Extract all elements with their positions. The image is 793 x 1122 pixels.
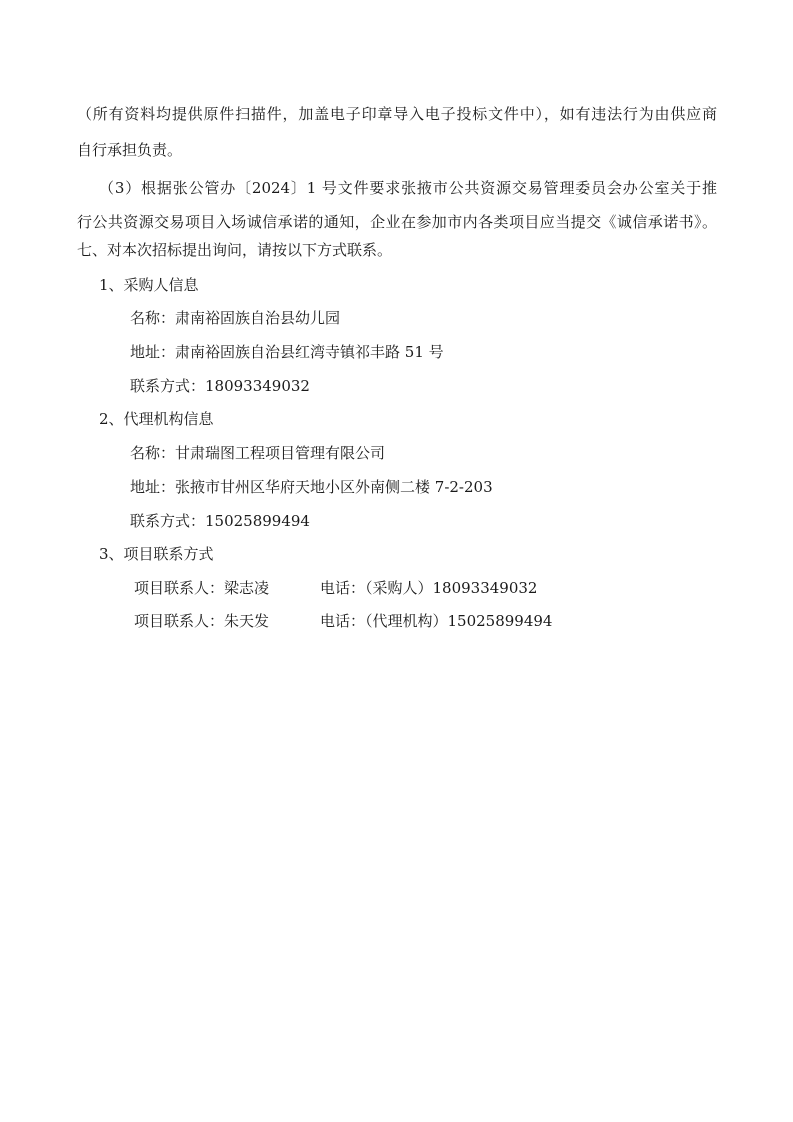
paragraph-line: 行公共资源交易项目入场诚信承诺的通知，企业在参加市内各类项目应当提交《诚信承诺书》。 [77, 213, 717, 231]
agency-heading: 2、代理机构信息 [99, 410, 214, 428]
agency-name: 名称：甘肃瑞图工程项目管理有限公司 [130, 444, 386, 462]
purchaser-contact: 联系方式：18093349032 [130, 377, 310, 395]
section-heading: 七、对本次招标提出询问，请按以下方式联系。 [77, 241, 393, 259]
contact-person: 项目联系人：朱天发 [134, 612, 270, 630]
project-contact-heading: 3、项目联系方式 [99, 545, 214, 563]
agency-address: 地址：张掖市甘州区华府天地小区外南侧二楼 7-2-203 [130, 478, 493, 496]
contact-person: 项目联系人：梁志凌 [134, 579, 270, 597]
purchaser-address: 地址：肃南裕固族自治县红湾寺镇祁丰路 51 号 [130, 343, 444, 361]
paragraph-line: （所有资料均提供原件扫描件，加盖电子印章导入电子投标文件中），如有违法行为由供应商 [77, 105, 717, 123]
contact-phone: 电话：（代理机构）15025899494 [320, 612, 553, 630]
agency-contact: 联系方式：15025899494 [130, 512, 310, 530]
contact-phone: 电话：（采购人）18093349032 [320, 579, 538, 597]
purchaser-name: 名称：肃南裕固族自治县幼儿园 [130, 309, 341, 327]
paragraph-line: （3）根据张公管办〔2024〕1 号文件要求张掖市公共资源交易管理委员会办公室关于推 [99, 179, 717, 197]
paragraph-line: 自行承担负责。 [77, 141, 183, 159]
project-contact-row [134, 611, 552, 631]
purchaser-heading: 1、采购人信息 [99, 276, 199, 294]
project-contact-row [134, 578, 537, 598]
